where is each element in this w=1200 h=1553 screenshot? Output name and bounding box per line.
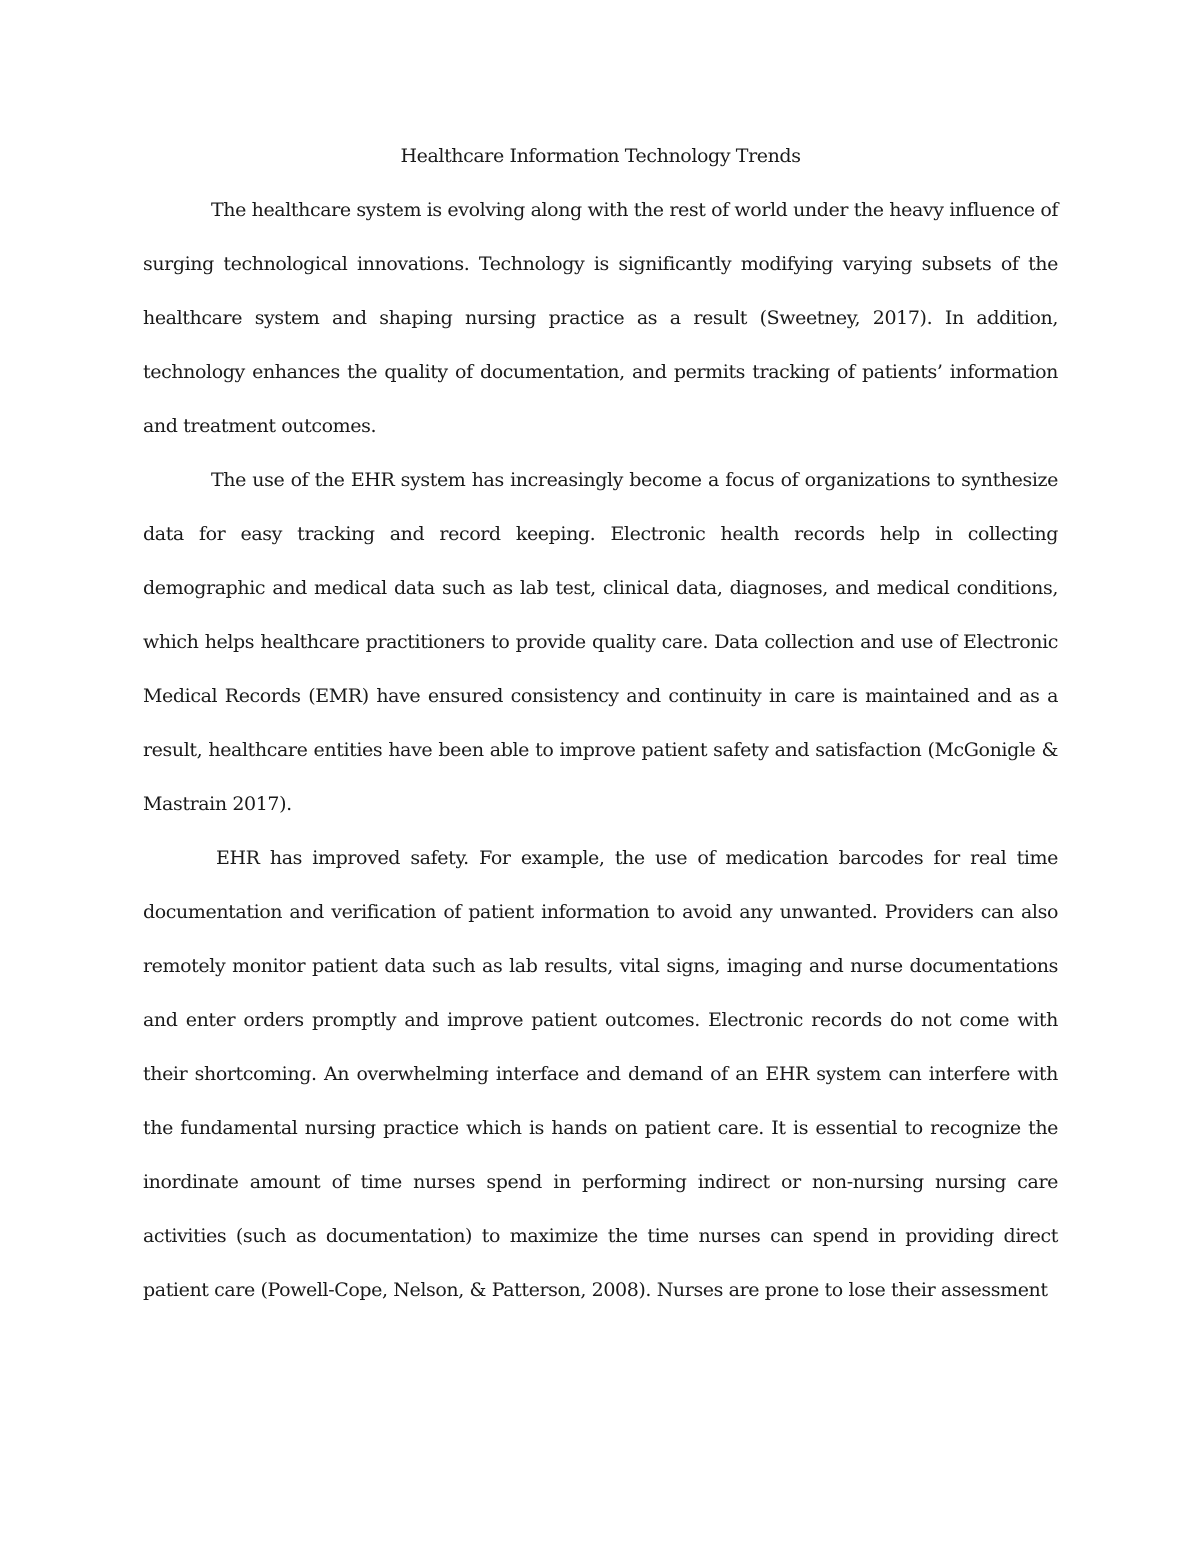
paragraph-1: The healthcare system is evolving along with the rest of world under the heavy influence of surging technological innovations. Technology is significantly modifying varying subsets of the healthcare system and shaping nursing practice as a result (Sweetney, 2017). In addition, technology enhances the quality of documentation, and permits tracking of patients’ information and treatment outcomes. bbox=[143, 199, 1058, 437]
document-body bbox=[143, 129, 1058, 1317]
paragraph-3: EHR has improved safety. For example, the use of medication barcodes for real time documentation and verification of patient information to avoid any unwanted. Providers can also remotely monitor patient data such as lab results, vital signs, imaging and nurse documentations and enter orders promptly and improve patient outcomes. Electronic records do not come with their shortcoming. An overwhelming interface and demand of an EHR system can interfere with the fundamental nursing practice which is hands on patient care. It is essential to recognize the inordinate amount of time nurses spend in performing indirect or non-nursing nursing care activities (such as documentation) to maximize the time nurses can spend in providing direct patient care (Powell-Cope, Nelson, & Patterson, 2008). Nurses are prone to lose their assessment bbox=[143, 847, 1058, 1301]
document-title: Healthcare Information Technology Trends bbox=[400, 145, 801, 167]
paragraph-2: The use of the EHR system has increasingly become a focus of organizations to synthesize data for easy tracking and record keeping. Electronic health records help in collecting demographic and medical data such as lab test, clinical data, diagnoses, and medical conditions, which helps healthcare practitioners to provide quality care. Data collection and use of Electronic Medical Records (EMR) have ensured consistency and continuity in care is maintained and as a result, healthcare entities have been able to improve patient safety and satisfaction (McGonigle & Mastrain 2017). bbox=[143, 469, 1058, 815]
